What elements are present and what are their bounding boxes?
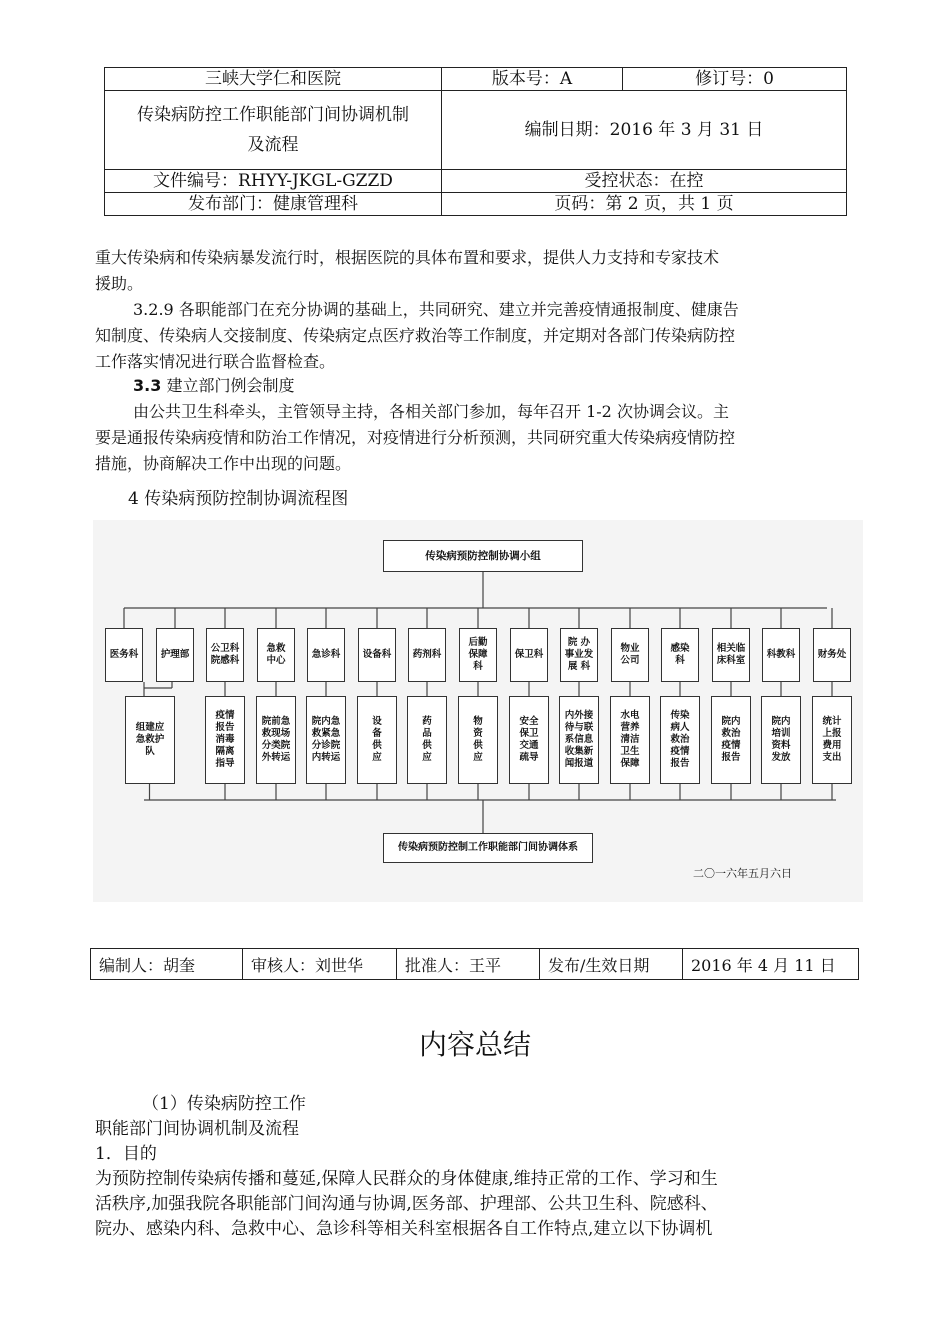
paragraph-line: 援助。 — [95, 274, 144, 293]
paragraph-3-2-9 — [95, 297, 855, 375]
task-node: 水电 营养 清洁 卫生 保障 — [610, 696, 650, 784]
page-number: 页码：第 2 页，共 1 页 — [442, 193, 847, 216]
dept-node: 科教科 — [762, 628, 800, 682]
summary-line: 职能部门间协调机制及流程 — [95, 1119, 299, 1139]
task-node: 传染 病人 救治 疫情 报告 — [660, 696, 700, 784]
dept-node: 感染 科 — [661, 628, 699, 682]
task-node: 设 备 供 应 — [357, 696, 397, 784]
task-node: 内外接 待与联 系信息 收集新 闻报道 — [559, 696, 599, 784]
summary-line: 活秩序,加强我院各职能部门间沟通与协调,医务部、护理部、公共卫生科、院感科、 — [95, 1194, 718, 1214]
section-4-heading: 4 传染病预防控制协调流程图 — [128, 489, 349, 509]
document-title-line1: 传染病防控工作职能部门间协调机制 — [137, 105, 409, 125]
flowchart-top-node: 传染病预防控制协调小组 — [383, 540, 583, 572]
dept-node: 院 办 事业发 展 科 — [560, 628, 598, 682]
dept-node: 护理部 — [156, 628, 194, 682]
paragraph-3-3 — [95, 399, 855, 477]
control-status: 受控状态：在控 — [442, 170, 847, 193]
section-3-3-heading — [133, 373, 893, 399]
dept-node: 公卫科 院感科 — [206, 628, 244, 682]
reviewer: 审核人：刘世华 — [243, 949, 397, 980]
dept-node: 医务科 — [105, 628, 143, 682]
document-header-table — [104, 67, 847, 216]
compiler: 编制人：胡奎 — [91, 949, 243, 980]
task-node: 院内 救治 疫情 报告 — [711, 696, 751, 784]
task-node: 院内 培训 资料 发放 — [761, 696, 801, 784]
version-number: 版本号：A — [442, 68, 623, 91]
hospital-name: 三峡大学仁和医院 — [105, 68, 442, 91]
revision-number: 修订号：0 — [623, 68, 847, 91]
dept-node: 急诊科 — [307, 628, 345, 682]
paragraph-line: 由公共卫生科牵头，主管领导主持，各相关部门参加，每年召开 1-2 次协调会议。主 — [133, 402, 729, 421]
dept-node: 相关临 床科室 — [712, 628, 750, 682]
task-node: 药 品 供 应 — [407, 696, 447, 784]
task-node: 疫情 报告 消毒 隔离 指导 — [205, 696, 245, 784]
paragraph-line: 3.2.9 各职能部门在充分协调的基础上，共同研究、建立并完善疫情通报制度、健康告 — [133, 300, 739, 319]
effective-date: 2016 年 4 月 11 日 — [683, 949, 859, 980]
document-title — [105, 91, 442, 170]
task-node: 组建应 急救护 队 — [125, 696, 175, 784]
task-node: 物 资 供 应 — [458, 696, 498, 784]
flowchart — [93, 520, 863, 902]
signature-table — [90, 948, 859, 980]
dept-node: 财务处 — [813, 628, 851, 682]
summary-line: 1．目的 — [95, 1144, 157, 1164]
document-title-line2: 及流程 — [247, 135, 299, 155]
paragraph-line: 知制度、传染病人交接制度、传染病定点医疗救治等工作制度，并定期对各部门传染病防控 — [95, 326, 736, 345]
paragraph-line: 措施，协商解决工作中出现的问题。 — [95, 454, 352, 473]
paragraph-line: 工作落实情况进行联合监督检查。 — [95, 352, 336, 371]
summary-line: （1）传染病防控工作 — [142, 1094, 306, 1114]
task-node: 院内急 救紧急 分诊院 内转运 — [306, 696, 346, 784]
dept-node: 药剂科 — [408, 628, 446, 682]
file-number: 文件编号：RHYY-JKGL-GZZD — [105, 170, 442, 193]
dept-node: 后勤 保障 科 — [459, 628, 497, 682]
task-node: 安全 保卫 交通 疏导 — [509, 696, 549, 784]
summary-title: 内容总结 — [418, 1028, 531, 1061]
dept-node: 保卫科 — [510, 628, 548, 682]
summary-line: 院办、感染内科、急救中心、急诊科等相关科室根据各自工作特点,建立以下协调机 — [95, 1219, 713, 1239]
summary-line: 为预防控制传染病传播和蔓延,保障人民群众的身体健康,维持正常的工作、学习和生 — [95, 1169, 718, 1189]
task-node: 院前急 救现场 分类院 外转运 — [256, 696, 296, 784]
effective-date-label: 发布/生效日期 — [540, 949, 683, 980]
dept-node: 设备科 — [358, 628, 396, 682]
compile-date: 编制日期：2016 年 3 月 31 日 — [442, 91, 847, 170]
flowchart-bottom-node: 传染病预防控制工作职能部门间协调体系 — [383, 833, 593, 863]
section-title: 建立部门例会制度 — [166, 376, 295, 395]
paragraph-line: 重大传染病和传染病暴发流行时，根据医院的具体布置和要求，提供人力支持和专家技术 — [95, 248, 720, 267]
paragraph-line: 要是通报传染病疫情和防治工作情况，对疫情进行分析预测，共同研究重大传染病疫情防控 — [95, 428, 736, 447]
publish-department: 发布部门：健康管理科 — [105, 193, 442, 216]
flowchart-date: 二〇一六年五月六日 — [693, 867, 792, 880]
dept-node: 物业 公司 — [611, 628, 649, 682]
approver: 批准人：王平 — [397, 949, 540, 980]
dept-node: 急救 中心 — [257, 628, 295, 682]
task-node: 统计 上报 费用 支出 — [812, 696, 852, 784]
section-number: 3.3 — [133, 376, 162, 395]
paragraph-support — [95, 245, 855, 297]
